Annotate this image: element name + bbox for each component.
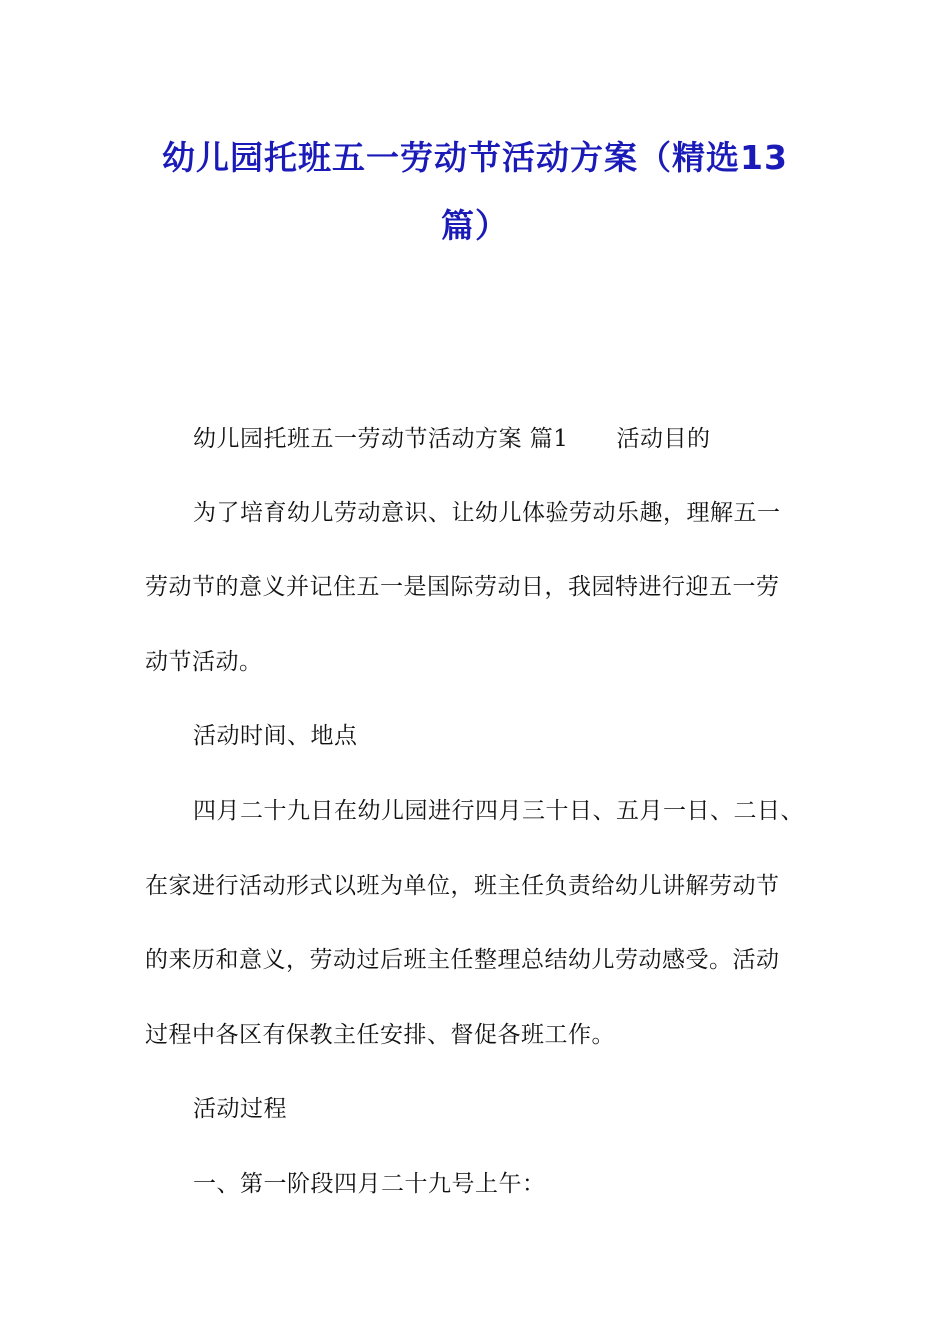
paragraph-line: 为了培育幼儿劳动意识、让幼儿体验劳动乐趣，理解五一 bbox=[193, 500, 781, 526]
paragraph-line: 在家进行活动形式以班为单位，班主任负责给幼儿讲解劳动节 bbox=[145, 873, 780, 899]
paragraph-heading: 活动过程 bbox=[193, 1096, 287, 1122]
document-title-line-1: 幼儿园托班五一劳动节活动方案（精选13 bbox=[162, 138, 788, 177]
section-heading bbox=[193, 420, 710, 453]
paragraph-line: 动节活动。 bbox=[145, 649, 263, 675]
section-heading-subject: 活动目的 bbox=[616, 426, 711, 452]
paragraph-line: 四月二十九日在幼儿园进行四月三十日、五月一日、二日、 bbox=[193, 798, 804, 824]
paragraph-line: 一、第一阶段四月二十九号上午： bbox=[193, 1171, 546, 1197]
paragraph-heading: 活动时间、地点 bbox=[193, 723, 358, 749]
paragraph-line: 劳动节的意义并记住五一是国际劳动日，我园特进行迎五一劳 bbox=[145, 574, 780, 600]
document-title-line-2: 篇） bbox=[441, 206, 509, 245]
paragraph-line: 过程中各区有保教主任安排、督促各班工作。 bbox=[145, 1022, 615, 1048]
paragraph-line: 的来历和意义，劳动过后班主任整理总结幼儿劳动感受。活动 bbox=[145, 947, 780, 973]
section-heading-label: 幼儿园托班五一劳动节活动方案 篇1 bbox=[193, 426, 569, 452]
